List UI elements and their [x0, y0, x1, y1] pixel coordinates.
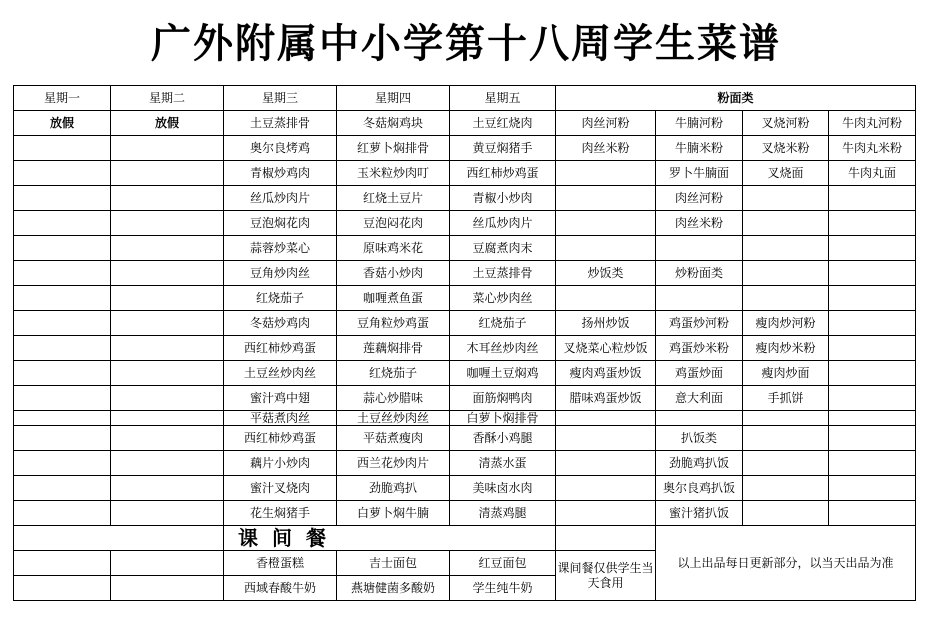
snack-item: 西域春酸牛奶 [224, 576, 337, 601]
noodle-item: 叉烧面 [743, 161, 829, 186]
noodle-item: 鸡蛋炒面 [656, 361, 743, 386]
table-row [14, 211, 916, 236]
fri-dish: 红烧茄子 [450, 311, 556, 336]
noodle-item: 奥尔良鸡扒饭 [656, 476, 743, 501]
fri-dish: 丝瓜炒肉片 [450, 211, 556, 236]
table-row [14, 286, 916, 311]
chop-rice-label: 扒饭类 [656, 426, 743, 451]
header-wednesday: 星期三 [224, 86, 337, 111]
thu-dish: 香菇小炒肉 [337, 261, 450, 286]
noodle-item: 鸡蛋炒米粉 [656, 336, 743, 361]
noodle-item: 鸡蛋炒河粉 [656, 311, 743, 336]
noodle-item: 牛腩河粉 [656, 111, 743, 136]
table-row [14, 111, 916, 136]
fri-dish: 面筋焖鸭肉 [450, 386, 556, 411]
fri-dish: 菜心炒肉丝 [450, 286, 556, 311]
header-tuesday: 星期二 [111, 86, 224, 111]
thu-dish: 咖喱煮鱼蛋 [337, 286, 450, 311]
noodle-item: 蜜汁猪扒饭 [656, 501, 743, 526]
thu-dish: 劲脆鸡扒 [337, 476, 450, 501]
table-row [14, 411, 916, 426]
wed-dish: 蒜蓉炒菜心 [224, 236, 337, 261]
header-thursday: 星期四 [337, 86, 450, 111]
noodle-item: 瘦肉炒河粉 [743, 311, 829, 336]
thu-dish: 原味鸡米花 [337, 236, 450, 261]
wed-dish: 花生焖猪手 [224, 501, 337, 526]
wed-dish: 土豆蒸排骨 [224, 111, 337, 136]
monday-status: 放假 [14, 111, 111, 136]
header-row [14, 86, 916, 111]
notice-right: 以上出品每日更新部分，以当天出品为准 [656, 526, 916, 601]
fried-noodle-label: 炒粉面类 [656, 261, 743, 286]
fried-rice-label: 炒饭类 [556, 261, 656, 286]
fri-dish: 清蒸水蛋 [450, 451, 556, 476]
thu-dish: 豆泡闷花肉 [337, 211, 450, 236]
noodle-item: 肉丝河粉 [556, 111, 656, 136]
snack-notice: 课间餐仅供学生当天食用 [556, 551, 656, 601]
wed-dish: 土豆丝炒肉丝 [224, 361, 337, 386]
fri-dish: 西红柿炒鸡蛋 [450, 161, 556, 186]
table-row [14, 386, 916, 411]
table-row [14, 501, 916, 526]
fri-dish: 咖喱土豆焖鸡 [450, 361, 556, 386]
thu-dish: 玉米粒炒肉叮 [337, 161, 450, 186]
fri-dish: 香酥小鸡腿 [450, 426, 556, 451]
fri-dish: 青椒小炒肉 [450, 186, 556, 211]
thu-dish: 红萝卜焖排骨 [337, 136, 450, 161]
noodle-item: 腊味鸡蛋炒饭 [556, 386, 656, 411]
fri-dish: 土豆蒸排骨 [450, 261, 556, 286]
fri-dish: 木耳丝炒肉丝 [450, 336, 556, 361]
snack-item: 燕塘健菌多酸奶 [337, 576, 450, 601]
thu-dish: 红烧茄子 [337, 361, 450, 386]
table-row [14, 161, 916, 186]
noodle-item: 扬州炒饭 [556, 311, 656, 336]
table-row [14, 236, 916, 261]
thu-dish: 平菇煮瘦肉 [337, 426, 450, 451]
table-row [14, 361, 916, 386]
fri-dish: 白萝卜焖排骨 [450, 411, 556, 426]
fri-dish: 清蒸鸡腿 [450, 501, 556, 526]
table-row [14, 426, 916, 451]
snack-item: 香橙蛋糕 [224, 551, 337, 576]
wed-dish: 平菇煮肉丝 [224, 411, 337, 426]
wed-dish: 奥尔良烤鸡 [224, 136, 337, 161]
wed-dish: 青椒炒鸡肉 [224, 161, 337, 186]
snack-item: 红豆面包 [450, 551, 556, 576]
noodle-item: 瘦肉炒面 [743, 361, 829, 386]
noodle-item: 意大利面 [656, 386, 743, 411]
thu-dish: 莲藕焖排骨 [337, 336, 450, 361]
snack-item: 学生纯牛奶 [450, 576, 556, 601]
header-noodles: 粉面类 [556, 86, 916, 111]
page-title: 广外附属中小学第十八周学生菜谱 [151, 20, 781, 67]
noodle-item: 叉烧米粉 [743, 136, 829, 161]
table-row [14, 476, 916, 501]
noodle-item: 牛肉丸米粉 [829, 136, 916, 161]
table-row [14, 136, 916, 161]
noodle-item: 牛肉丸河粉 [829, 111, 916, 136]
noodle-item: 牛腩米粉 [656, 136, 743, 161]
wed-dish: 豆角炒肉丝 [224, 261, 337, 286]
thu-dish: 冬菇焖鸡块 [337, 111, 450, 136]
noodle-item: 叉烧河粉 [743, 111, 829, 136]
fri-dish: 豆腐煮肉末 [450, 236, 556, 261]
noodle-item: 肉丝米粉 [556, 136, 656, 161]
wed-dish: 西红柿炒鸡蛋 [224, 336, 337, 361]
wed-dish: 西红柿炒鸡蛋 [224, 426, 337, 451]
header-friday: 星期五 [450, 86, 556, 111]
thu-dish: 土豆丝炒肉丝 [337, 411, 450, 426]
snack-title-row [14, 526, 916, 551]
tuesday-status: 放假 [111, 111, 224, 136]
wed-dish: 冬菇炒鸡肉 [224, 311, 337, 336]
noodle-item: 瘦肉炒米粉 [743, 336, 829, 361]
thu-dish: 红烧土豆片 [337, 186, 450, 211]
noodle-item: 叉烧菜心粒炒饭 [556, 336, 656, 361]
table-row [14, 451, 916, 476]
fri-dish: 黄豆焖猪手 [450, 136, 556, 161]
thu-dish: 西兰花炒肉片 [337, 451, 450, 476]
table-row [14, 311, 916, 336]
fri-dish: 美味卤水肉 [450, 476, 556, 501]
snack-title: 课间餐 [224, 526, 556, 551]
menu-table [13, 85, 916, 601]
table-row [14, 186, 916, 211]
wed-dish: 红烧茄子 [224, 286, 337, 311]
noodle-item: 肉丝河粉 [656, 186, 743, 211]
thu-dish: 蒜心炒腊味 [337, 386, 450, 411]
noodle-item: 瘦肉鸡蛋炒饭 [556, 361, 656, 386]
noodle-item: 罗卜牛腩面 [656, 161, 743, 186]
table-row [14, 336, 916, 361]
wed-dish: 丝瓜炒肉片 [224, 186, 337, 211]
noodle-item: 劲脆鸡扒饭 [656, 451, 743, 476]
snack-item: 吉士面包 [337, 551, 450, 576]
wed-dish: 豆泡焖花肉 [224, 211, 337, 236]
wed-dish: 蜜汁鸡中翅 [224, 386, 337, 411]
table-row [14, 261, 916, 286]
noodle-item: 手抓饼 [743, 386, 829, 411]
fri-dish: 土豆红烧肉 [450, 111, 556, 136]
thu-dish: 豆角粒炒鸡蛋 [337, 311, 450, 336]
noodle-item: 肉丝米粉 [656, 211, 743, 236]
thu-dish: 白萝卜焖牛腩 [337, 501, 450, 526]
wed-dish: 蜜汁叉烧肉 [224, 476, 337, 501]
header-monday: 星期一 [14, 86, 111, 111]
wed-dish: 藕片小炒肉 [224, 451, 337, 476]
noodle-item: 牛肉丸面 [829, 161, 916, 186]
